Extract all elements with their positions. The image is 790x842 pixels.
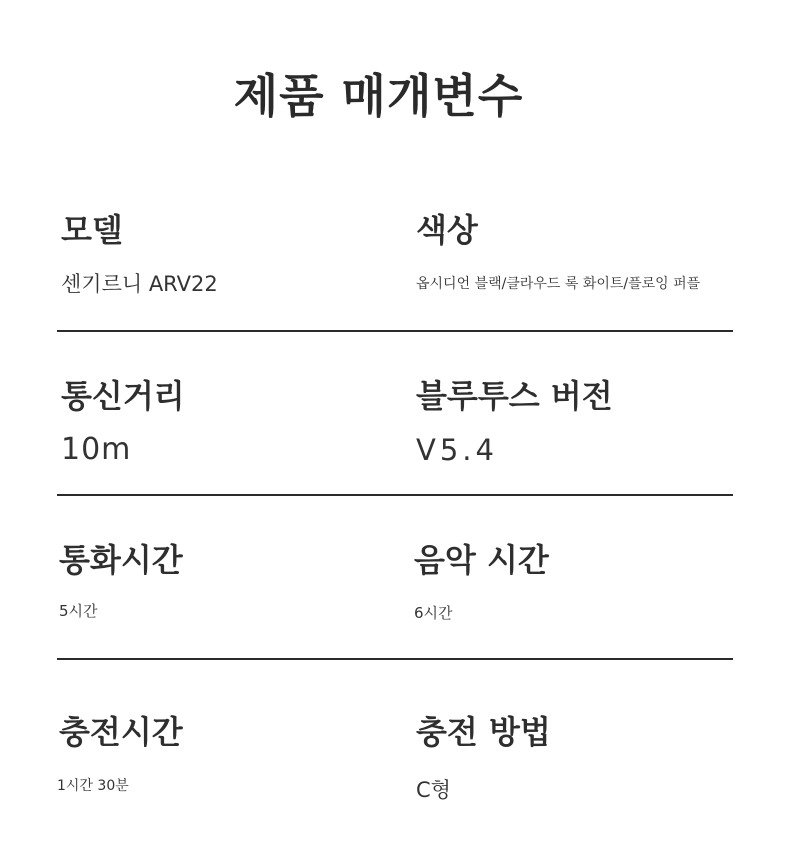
- divider: [57, 494, 733, 496]
- spec-value-bluetooth: V5.4: [416, 433, 498, 467]
- spec-label-charge-method: 충전 방법: [416, 713, 551, 751]
- spec-value-charge-method: C형: [416, 778, 451, 802]
- spec-label-music-time: 음악 시간: [414, 541, 549, 579]
- divider: [57, 330, 733, 332]
- spec-value-music-time: 6시간: [414, 604, 453, 622]
- spec-value-talk-time: 5시간: [59, 602, 98, 620]
- spec-label-model: 모델: [61, 211, 123, 249]
- spec-label-charge-time: 충전시간: [59, 713, 183, 751]
- spec-label-bluetooth: 블루투스 버전: [416, 377, 613, 415]
- spec-label-range: 통신거리: [61, 377, 185, 415]
- spec-value-range: 10m: [61, 432, 132, 467]
- divider: [57, 658, 733, 660]
- spec-value-model: 센기르니 ARV22: [61, 272, 218, 296]
- spec-value-charge-time: 1시간 30분: [57, 778, 129, 794]
- spec-value-color: 옵시디언 블랙/클라우드 록 화이트/플로잉 퍼플: [416, 276, 701, 292]
- page-title: 제품 매개변수: [233, 69, 524, 123]
- spec-label-talk-time: 통화시간: [59, 541, 183, 579]
- spec-label-color: 색상: [416, 211, 478, 249]
